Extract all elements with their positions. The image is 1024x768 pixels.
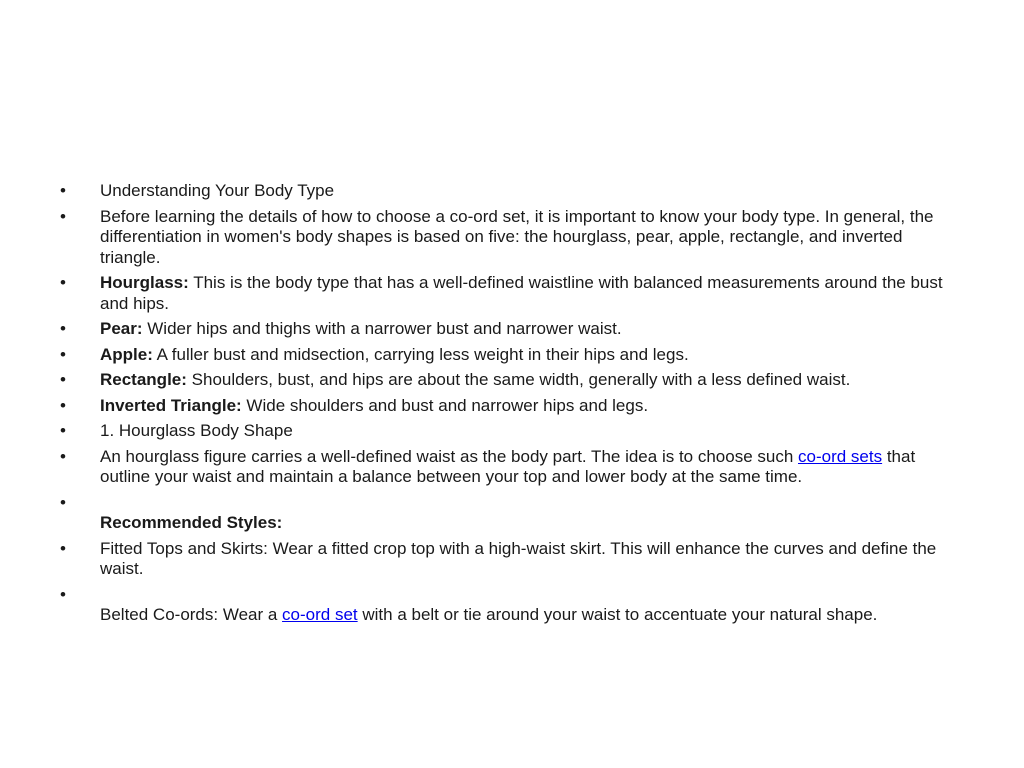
- item-text: This is the body type that has a well-defined waistline with balanced measurements around the bust and hips.: [100, 273, 943, 313]
- item-text: 1. Hourglass Body Shape: [100, 421, 293, 440]
- item-term: Pear:: [100, 319, 143, 338]
- item-text: that outline your waist and maintain a balance between your top and lower body at the same time.: [100, 446, 916, 486]
- list-item: [60, 539, 966, 580]
- item-term: Inverted Triangle:: [100, 395, 242, 415]
- list-item: [60, 585, 966, 626]
- list-item: [60, 345, 966, 366]
- item-term: Rectangle:: [100, 370, 187, 389]
- item-text: Understanding Your Body Type: [100, 181, 335, 200]
- list-item: [60, 396, 966, 417]
- list-item: [60, 447, 966, 488]
- co-ord-set-link[interactable]: co-ord set: [282, 605, 358, 624]
- item-text: Fitted Tops and Skirts: Wear a fitted crop top with a high-waist skirt. This will enhance the curves and define the waist.: [100, 538, 937, 578]
- bullet-icon: •: [60, 181, 66, 200]
- slide-content: [60, 181, 966, 631]
- item-text: Belted Co-ords: Wear a: [100, 605, 283, 624]
- blank-line: [100, 585, 966, 606]
- bullet-icon: •: [60, 421, 66, 440]
- bullet-icon: •: [60, 344, 66, 364]
- item-text: Wide shoulders and bust and narrower hips and legs.: [241, 395, 649, 415]
- list-item: [60, 493, 966, 534]
- item-term: Hourglass:: [100, 273, 189, 292]
- item-text: Before learning the details of how to choose a co-ord set, it is important to know your body type. In general, the differentiation in women's body shapes is based on five: the hourglass, pear, apple, rectangle, and inverted triangle.: [100, 206, 934, 267]
- item-term: Apple:: [100, 344, 153, 364]
- list-item: [60, 273, 966, 314]
- item-text: A fuller bust and midsection, carrying less weight in their hips and legs.: [152, 344, 689, 364]
- item-text: Shoulders, bust, and hips are about the same width, generally with a less defined waist.: [186, 370, 851, 389]
- co-ord-sets-link[interactable]: co-ord sets: [798, 446, 883, 466]
- list-item: [60, 181, 966, 202]
- bullet-icon: •: [60, 446, 66, 466]
- list-item: [60, 421, 966, 442]
- bullet-icon: •: [60, 395, 66, 415]
- bullet-icon: •: [60, 319, 66, 338]
- item-text: Wider hips and thighs with a narrower bust and narrower waist.: [142, 319, 622, 338]
- bullet-icon: •: [60, 206, 66, 226]
- blank-line: [100, 493, 966, 514]
- item-text: with a belt or tie around your waist to accentuate your natural shape.: [357, 605, 878, 624]
- list-item: [60, 319, 966, 340]
- bullet-icon: •: [60, 492, 66, 512]
- item-text: An hourglass figure carries a well-defined waist as the body part. The idea is to choose such: [100, 446, 799, 466]
- item-term: Recommended Styles:: [100, 513, 283, 532]
- bullet-icon: •: [60, 273, 66, 292]
- bullet-icon: •: [60, 538, 66, 558]
- bullet-icon: •: [60, 584, 66, 604]
- list-item: [60, 370, 966, 391]
- bullet-icon: •: [60, 370, 66, 389]
- bullet-list: [60, 181, 966, 626]
- list-item: [60, 207, 966, 269]
